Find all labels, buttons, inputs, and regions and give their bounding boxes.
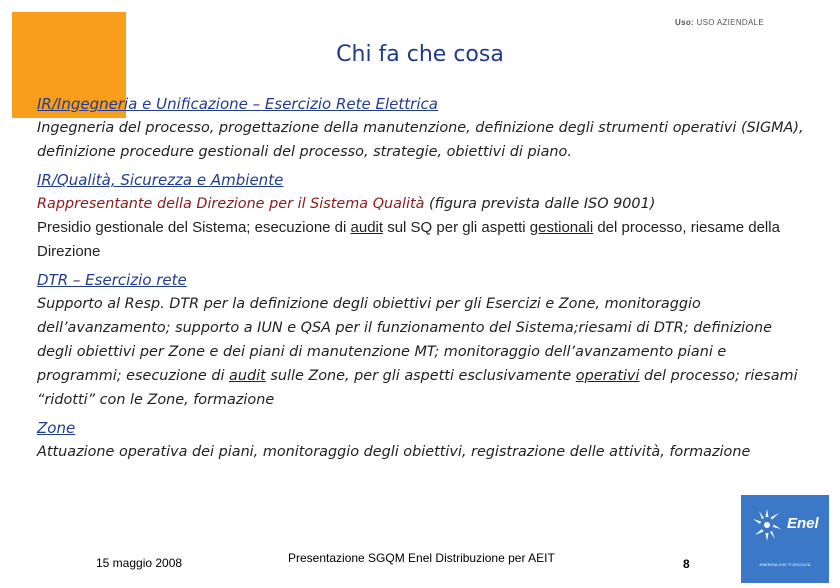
section-heading-ir-ingegneria: IR/Ingegneria e Unificazione – Esercizio Rete Elettrica [37,95,438,113]
page-title: Chi fa che cosa [336,42,504,67]
text-fragment: del processo, riesame della Direzione [37,219,780,260]
footer-date: 15 maggio 2008 [96,556,183,570]
classification-label [675,18,764,27]
gestionali-term: gestionali [529,219,594,236]
uso-value: USO AZIENDALE [696,18,764,27]
enel-sun-icon [741,495,829,583]
logo-text: Enel [787,515,819,532]
slide-content [37,92,807,464]
section-text-dtr [37,292,807,412]
logo-tagline: ENERGIA CHE TI ASCOLTA [759,562,811,567]
section-heading-dtr: DTR – Esercizio rete [37,271,187,289]
audit-term: audit [229,368,266,384]
text-fragment: del processo; riesami “ridotti” con le Zone, formazione [37,368,798,408]
section-text-ir-qualita [37,216,807,264]
page-number: 8 [683,557,690,571]
role-note: (figura prevista dalle ISO 9001) [424,196,656,212]
text-fragment: Presidio gestionale del Sistema; esecuzione di [37,219,351,236]
section-role-ir-qualita [37,192,807,216]
audit-term: audit [350,219,384,236]
footer-presentation-title: Presentazione SGQM Enel Distribuzione per AEIT [288,551,555,565]
text-fragment: sulle Zone, per gli aspetti esclusivamente [265,368,576,384]
uso-label: Uso: [675,18,694,27]
operativi-term: operativi [575,368,640,384]
section-heading-ir-qualita: IR/Qualità, Sicurezza e Ambiente [37,171,284,189]
section-text-zone: Attuazione operativa dei piani, monitoraggio degli obiettivi, registrazione delle attività, formazione [37,444,751,460]
section-heading-zone: Zone [37,419,76,437]
text-fragment: sul SQ per gli aspetti [383,219,530,236]
enel-logo [741,495,829,583]
role-title: Rappresentante della Direzione per il Sistema Qualità [37,196,425,212]
text-fragment: Supporto al Resp. DTR per la definizione degli obiettivi per gli Esercizi e Zone, monitoraggio dell’avanzamento; supporto a IUN e QSA per il funzionamento del Sistema;riesami di DTR; definizione degli obiettivi per Zone e dei piani di manutenzione MT; monitoraggio dell’avanzamento piani e programmi; esecuzione di [37,296,772,384]
section-text-ir-ingegneria: Ingegneria del processo, progettazione della manutenzione, definizione degli strumenti operativi (SIGMA), definizione procedure gestionali del processo, strategie, obiettivi di piano. [37,120,804,160]
